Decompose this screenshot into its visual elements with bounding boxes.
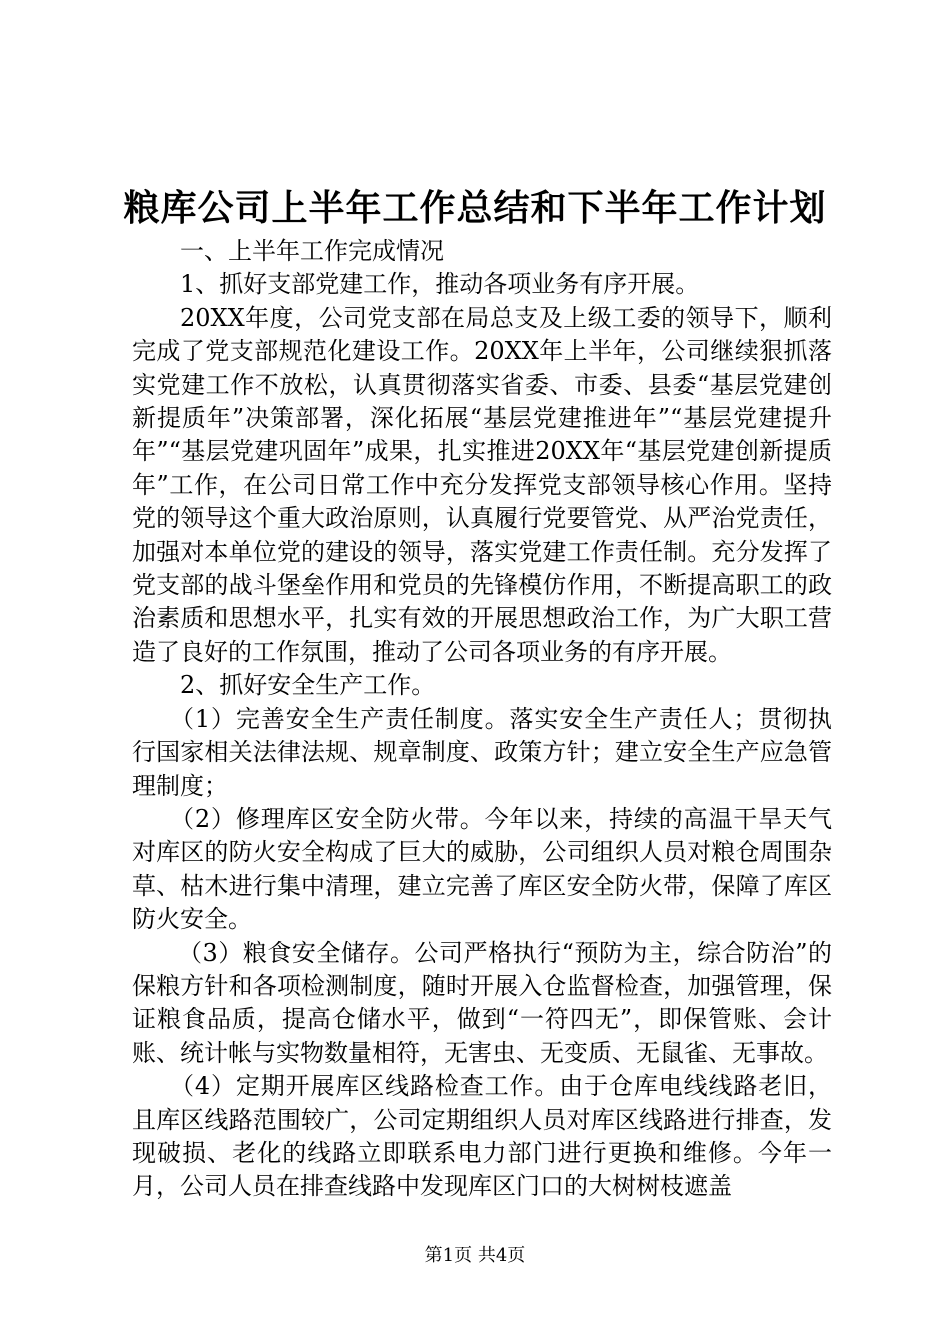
subsection-heading: 2、抓好安全生产工作。 [180, 671, 436, 700]
body-paragraph: 20XX年度，公司党支部在局总支及上级工委的领导下，顺利完成了党支部规范化建设工作。20XX年上半年，公司继续狠抓落实党建工作不放松，认真贯彻落实省委、市委、县委“基层党建创新提质年”决策部署，深化拓展“基层党建推进年”“基层党建提升年”“基层党建巩固年”成果，扎实推进20XX年“基层党建创新提质年”工作，在公司日常工作中充分发挥党支部领导核心作用。坚持党的领导这个重大政治原则，认真履行党要管党、从严治党责任，加强对本单位党的建设的领导，落实党建工作责任制。充分发挥了党支部的战斗堡垒作用和党员的先锋模仿作用，不断提高职工的政治素质和思想水平，扎实有效的开展思想政治工作，为广大职工营造了良好的工作氛围，推动了公司各项业务的有序开展。 [132, 303, 832, 666]
document-title: 粮库公司上半年工作总结和下半年工作计划 [123, 187, 827, 229]
subsection-heading: 1、抓好支部党建工作，推动各项业务有序开展。 [180, 270, 700, 299]
body-paragraph: （3）粮食安全储存。公司严格执行“预防为主，综合防治”的保粮方针和各项检测制度，随时开展入仓监督检查，加强管理，保证粮食品质，提高仓储水平，做到“一符四无”，即保管账、会计账、统计帐与实物数量相符，无害虫、无变质、无鼠雀、无事故。 [132, 938, 832, 1067]
section-heading: 一、上半年工作完成情况 [180, 237, 444, 265]
page-number: 第1页 共4页 [424, 1245, 526, 1266]
body-paragraph: （4）定期开展库区线路检查工作。由于仓库电线线路老旧，且库区线路范围较广，公司定期组织人员对库区线路进行排查，发现破损、老化的线路立即联系电力部门进行更换和维修。今年一月，公司人员在排查线路中发现库区门口的大树树枝遮盖 [132, 1072, 832, 1201]
document-body [132, 235, 832, 1204]
body-paragraph: （2）修理库区安全防火带。今年以来，持续的高温干旱天气对库区的防火安全构成了巨大的威胁，公司组织人员对粮仓周围杂草、枯木进行集中清理，建立完善了库区安全防火带，保障了库区防火安全。 [132, 804, 832, 934]
body-paragraph: （1）完善安全生产责任制度。落实安全生产责任人；贯彻执行国家相关法律法规、规章制度、政策方针；建立安全生产应急管理制度； [132, 704, 832, 800]
